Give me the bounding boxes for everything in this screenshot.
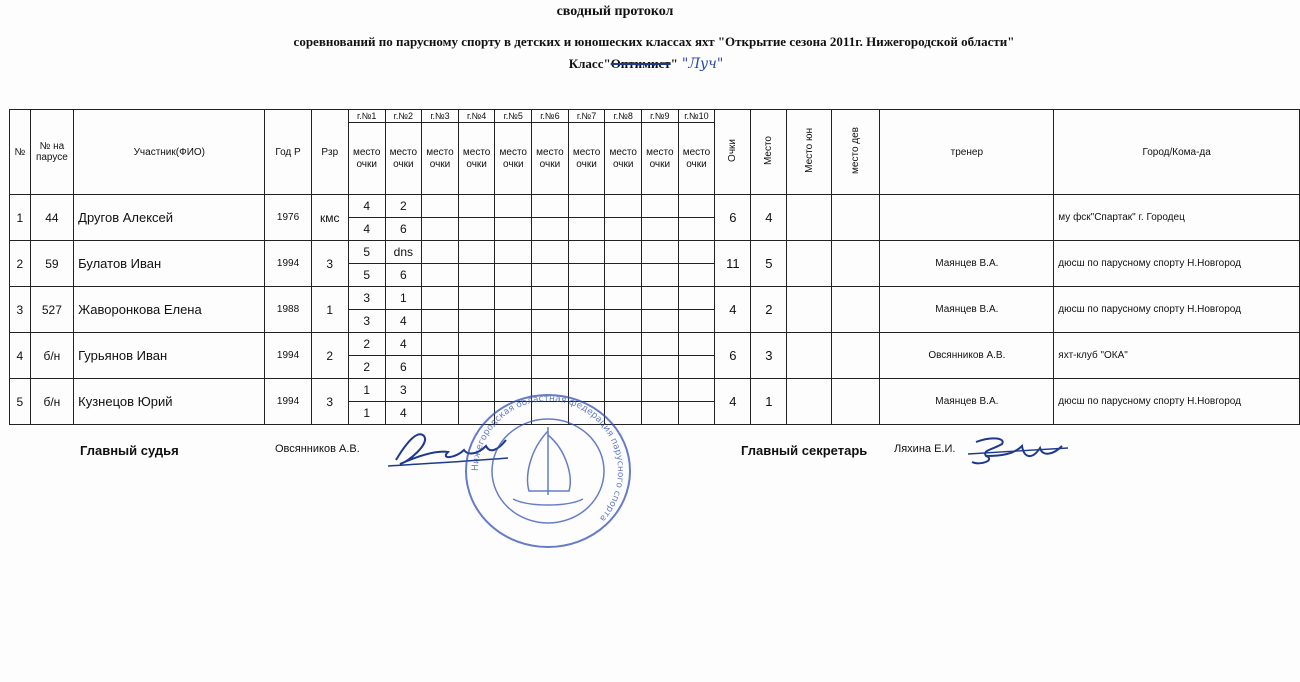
header-race-sub: место очки (532, 123, 569, 195)
cell-year: 1994 (265, 333, 311, 379)
header-place-junior: Место юн (787, 110, 832, 195)
results-table (9, 109, 1300, 425)
chief-secretary-name: Ляхина Е.И. (894, 443, 956, 455)
stamp-text: Нижегородская областная федерация парусного спорта (470, 393, 626, 524)
cell-participant: Другов Алексей (74, 195, 265, 241)
class-middle: " (670, 56, 678, 71)
cell-race-place: 1 (385, 287, 422, 310)
cell-race-place: dns (385, 241, 422, 264)
cell-no: 4 (10, 333, 31, 379)
cell-sail: 527 (30, 287, 74, 333)
chief-judge-name: Овсянников А.В. (275, 443, 360, 455)
cell-race-points: 4 (385, 310, 422, 333)
header-race: г.№4 (458, 110, 495, 123)
header-year: Год Р (265, 110, 311, 195)
cell-race-points: 6 (385, 218, 422, 241)
cell-place: 4 (751, 195, 787, 241)
header-race: г.№10 (678, 110, 715, 123)
cell-race-place: 4 (348, 195, 385, 218)
cell-city: дюсш по парусному спорту Н.Новгород (1054, 241, 1300, 287)
class-struck-name: Оптимист (610, 56, 671, 71)
cell-participant: Булатов Иван (74, 241, 265, 287)
header-rank: Рзр (311, 110, 348, 195)
cell-no: 5 (10, 379, 31, 425)
table-row (10, 379, 1300, 402)
cell-sail: 44 (30, 195, 74, 241)
cell-coach: Маянцев В.А. (880, 379, 1054, 425)
cell-no: 1 (10, 195, 31, 241)
cell-city: дюсш по парусному спорту Н.Новгород (1054, 379, 1300, 425)
header-race-sub: место очки (458, 123, 495, 195)
table-row (10, 333, 1300, 356)
cell-points: 4 (715, 379, 751, 425)
cell-points: 6 (715, 333, 751, 379)
cell-race-points: 4 (385, 402, 422, 425)
table-row (10, 195, 1300, 218)
cell-sail: б/н (30, 333, 74, 379)
cell-rank: 3 (311, 241, 348, 287)
table-row (10, 241, 1300, 264)
cell-race-points: 3 (348, 310, 385, 333)
header-race-sub: место очки (642, 123, 679, 195)
cell-place: 2 (751, 287, 787, 333)
header-race: г.№2 (385, 110, 422, 123)
cell-race-place: 5 (348, 241, 385, 264)
cell-year: 1994 (265, 241, 311, 287)
cell-race-place: 1 (348, 379, 385, 402)
cell-points: 11 (715, 241, 751, 287)
class-prefix: Класс" (568, 56, 611, 71)
cell-points: 4 (715, 287, 751, 333)
header-points: Очки (715, 110, 751, 195)
cell-place: 5 (751, 241, 787, 287)
class-handwritten: "Луч" (681, 56, 724, 72)
cell-participant: Гурьянов Иван (74, 333, 265, 379)
header-race: г.№7 (568, 110, 605, 123)
cell-city: яхт-клуб "ОКА" (1054, 333, 1300, 379)
cell-place: 3 (751, 333, 787, 379)
page-title: сводный протокол (556, 4, 674, 19)
header-race-sub: место очки (422, 123, 459, 195)
cell-sail: 59 (30, 241, 74, 287)
header-race-sub: место очки (348, 123, 385, 195)
cell-no: 2 (10, 241, 31, 287)
header-place: Место (751, 110, 787, 195)
header-place-girls: место дев (831, 110, 879, 195)
cell-city: му фск"Спартак" г. Городец (1054, 195, 1300, 241)
header-race: г.№6 (532, 110, 569, 123)
cell-rank: кмс (311, 195, 348, 241)
page-subtitle: соревнований по парусному спорту в детских и юношеских классах яхт "Открытие сезона 2011г. Нижегородской области" (293, 34, 1015, 49)
cell-coach (880, 195, 1054, 241)
header-race-sub: место очки (605, 123, 642, 195)
cell-coach: Овсянников А.В. (880, 333, 1054, 379)
cell-year: 1976 (265, 195, 311, 241)
cell-race-place: 4 (385, 333, 422, 356)
chief-judge-label: Главный судья (80, 443, 179, 458)
header-race: г.№5 (495, 110, 532, 123)
cell-year: 1988 (265, 287, 311, 333)
header-race-sub: место очки (385, 123, 422, 195)
cell-city: дюсш по парусному спорту Н.Новгород (1054, 287, 1300, 333)
cell-rank: 1 (311, 287, 348, 333)
cell-coach: Маянцев В.А. (880, 241, 1054, 287)
secretary-signature-icon (962, 430, 1072, 480)
cell-rank: 2 (311, 333, 348, 379)
header-race-sub: место очки (568, 123, 605, 195)
cell-race-place: 3 (348, 287, 385, 310)
cell-points: 6 (715, 195, 751, 241)
header-city: Город/Кома-да (1054, 110, 1300, 195)
cell-race-points: 6 (385, 264, 422, 287)
cell-race-points: 1 (348, 402, 385, 425)
table-row (10, 287, 1300, 310)
header-participant: Участник(ФИО) (74, 110, 265, 195)
cell-place: 1 (751, 379, 787, 425)
header-race-sub: место очки (678, 123, 715, 195)
header-sail: № на парусе (30, 110, 74, 195)
chief-secretary-label: Главный секретарь (741, 443, 868, 458)
cell-race-points: 5 (348, 264, 385, 287)
cell-year: 1994 (265, 379, 311, 425)
cell-race-place: 2 (385, 195, 422, 218)
cell-race-points: 6 (385, 356, 422, 379)
header-race: г.№9 (642, 110, 679, 123)
cell-race-place: 3 (385, 379, 422, 402)
header-race-sub: место очки (495, 123, 532, 195)
cell-coach: Маянцев В.А. (880, 287, 1054, 333)
header-race: г.№1 (348, 110, 385, 123)
cell-participant: Жаворонкова Елена (74, 287, 265, 333)
cell-no: 3 (10, 287, 31, 333)
cell-sail: б/н (30, 379, 74, 425)
cell-race-points: 2 (348, 356, 385, 379)
cell-race-points: 4 (348, 218, 385, 241)
class-line (0, 56, 1296, 72)
header-race: г.№3 (422, 110, 459, 123)
header-coach: тренер (880, 110, 1054, 195)
header-no: № (10, 110, 31, 195)
header-race: г.№8 (605, 110, 642, 123)
cell-participant: Кузнецов Юрий (74, 379, 265, 425)
cell-race-place: 2 (348, 333, 385, 356)
official-stamp-icon (459, 391, 637, 551)
cell-rank: 3 (311, 379, 348, 425)
